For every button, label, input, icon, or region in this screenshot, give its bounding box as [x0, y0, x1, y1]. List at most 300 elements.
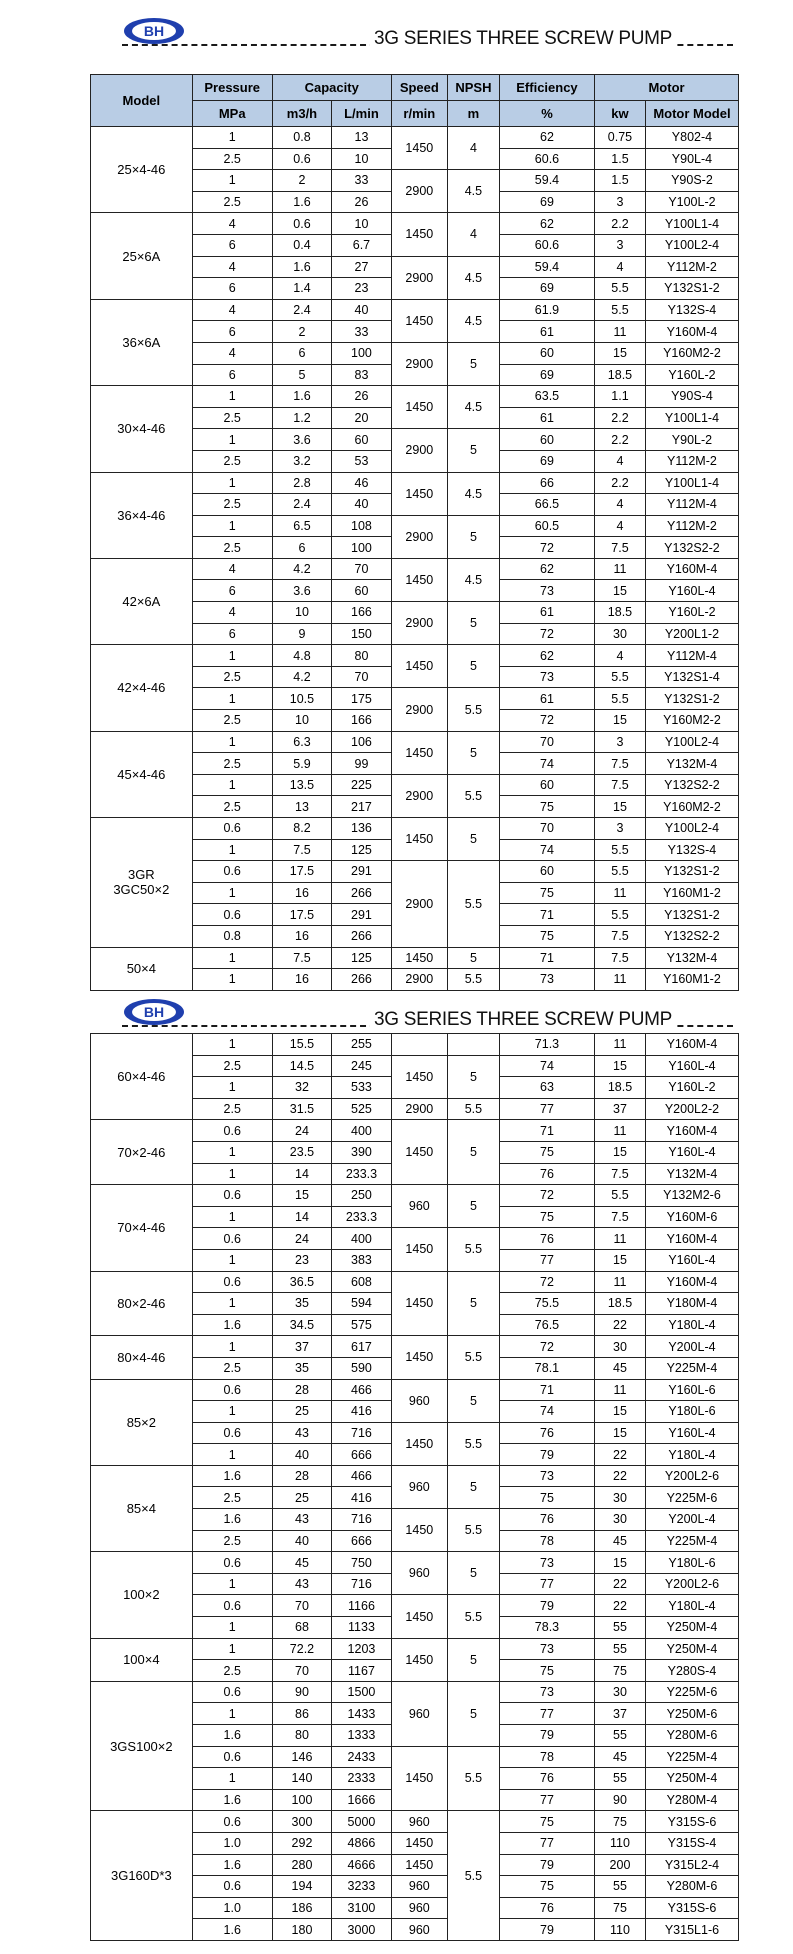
- motor-model-cell: Y180M-4: [645, 1293, 738, 1315]
- efficiency-cell: 73: [499, 1465, 594, 1487]
- capacity-m3h-cell: 32: [272, 1077, 331, 1099]
- kw-cell: 1.5: [595, 170, 646, 192]
- pressure-cell: 2.5: [192, 191, 272, 213]
- npsh-cell: 5: [447, 1638, 499, 1681]
- motor-model-cell: Y160M1-2: [645, 969, 738, 991]
- efficiency-cell: 60: [499, 774, 594, 796]
- speed-cell: 2900: [391, 602, 447, 645]
- capacity-lmin-cell: 400: [332, 1228, 391, 1250]
- capacity-m3h-cell: 17.5: [272, 861, 331, 883]
- motor-model-cell: Y100L2-4: [645, 818, 738, 840]
- pressure-cell: 6: [192, 234, 272, 256]
- pressure-cell: 1: [192, 1444, 272, 1466]
- capacity-lmin-cell: 10: [332, 213, 392, 235]
- capacity-lmin-cell: 33: [332, 321, 392, 343]
- capacity-lmin-cell: 6.7: [332, 234, 392, 256]
- pressure-cell: 1.6: [192, 1509, 272, 1531]
- table-row: [91, 1552, 739, 1574]
- efficiency-cell: 79: [499, 1444, 594, 1466]
- kw-cell: 30: [595, 1336, 646, 1358]
- speed-cell: 1450: [391, 1638, 447, 1681]
- pressure-cell: 1: [192, 1401, 272, 1423]
- motor-model-cell: Y180L-6: [645, 1552, 738, 1574]
- model-cell: 85×2: [91, 1379, 193, 1465]
- efficiency-cell: 76: [499, 1228, 594, 1250]
- capacity-lmin-cell: 106: [332, 731, 392, 753]
- motor-model-cell: Y160L-2: [645, 602, 738, 624]
- capacity-lmin-cell: 291: [332, 861, 392, 883]
- efficiency-cell: 79: [499, 1854, 594, 1876]
- kw-cell: 15: [595, 1141, 646, 1163]
- speed-cell: 960: [391, 1185, 447, 1228]
- kw-cell: 4: [595, 515, 646, 537]
- header-row-1: [91, 75, 739, 101]
- motor-model-cell: Y132M-4: [645, 753, 738, 775]
- motor-model-cell: Y132M2-6: [645, 1185, 738, 1207]
- efficiency-cell: 60.6: [499, 234, 594, 256]
- model-cell: 50×4: [91, 947, 193, 990]
- table-row: [91, 1811, 739, 1833]
- pressure-cell: 4: [192, 602, 272, 624]
- efficiency-cell: 75: [499, 1811, 594, 1833]
- capacity-lmin-cell: 594: [332, 1293, 391, 1315]
- pressure-cell: 6: [192, 278, 272, 300]
- capacity-m3h-cell: 10: [272, 710, 331, 732]
- efficiency-cell: 75: [499, 1206, 594, 1228]
- capacity-lmin-cell: 1500: [332, 1681, 391, 1703]
- kw-cell: 22: [595, 1573, 646, 1595]
- table-body-2: [91, 1034, 739, 1941]
- speed-cell: 960: [391, 1919, 447, 1941]
- efficiency-cell: 61: [499, 407, 594, 429]
- pressure-cell: 1: [192, 429, 272, 451]
- efficiency-cell: 72: [499, 537, 594, 559]
- efficiency-cell: 74: [499, 753, 594, 775]
- speed-cell: 1450: [391, 1336, 447, 1379]
- motor-model-cell: Y100L1-4: [645, 472, 738, 494]
- motor-model-cell: Y160M2-2: [645, 342, 738, 364]
- kw-cell: 5.5: [595, 1185, 646, 1207]
- capacity-m3h-cell: 292: [272, 1832, 331, 1854]
- efficiency-cell: 62: [499, 213, 594, 235]
- model-cell: 36×6A: [91, 299, 193, 385]
- kw-cell: 2.2: [595, 472, 646, 494]
- capacity-m3h-cell: 90: [272, 1681, 331, 1703]
- capacity-lmin-cell: 20: [332, 407, 392, 429]
- kw-cell: 5.5: [595, 299, 646, 321]
- pressure-cell: 0.6: [192, 1876, 272, 1898]
- kw-cell: 11: [595, 1034, 646, 1056]
- capacity-lmin-cell: 80: [332, 645, 392, 667]
- efficiency-cell: 73: [499, 666, 594, 688]
- pressure-cell: 0.6: [192, 1271, 272, 1293]
- motor-model-cell: Y280M-6: [645, 1876, 738, 1898]
- efficiency-cell: 69: [499, 191, 594, 213]
- efficiency-cell: 79: [499, 1919, 594, 1941]
- kw-cell: 110: [595, 1919, 646, 1941]
- pressure-cell: 0.6: [192, 1552, 272, 1574]
- pressure-cell: 4: [192, 299, 272, 321]
- kw-cell: 75: [595, 1660, 646, 1682]
- pressure-cell: 1.0: [192, 1897, 272, 1919]
- pressure-cell: 1: [192, 1638, 272, 1660]
- capacity-m3h-cell: 2: [272, 321, 331, 343]
- capacity-m3h-cell: 86: [272, 1703, 331, 1725]
- efficiency-cell: 78.1: [499, 1357, 594, 1379]
- capacity-m3h-cell: 0.8: [272, 127, 331, 149]
- capacity-lmin-cell: 136: [332, 818, 392, 840]
- pressure-cell: 1: [192, 1768, 272, 1790]
- npsh-cell: 5: [447, 731, 499, 774]
- npsh-cell: 5: [447, 429, 499, 472]
- unit-kw: kw: [595, 101, 646, 127]
- capacity-m3h-cell: 2: [272, 170, 331, 192]
- npsh-cell: 4: [447, 127, 499, 170]
- efficiency-cell: 59.4: [499, 256, 594, 278]
- capacity-lmin-cell: 750: [332, 1552, 391, 1574]
- speed-cell: 1450: [391, 1509, 447, 1552]
- speed-cell: 1450: [391, 645, 447, 688]
- company-logo-2: [122, 997, 186, 1027]
- efficiency-cell: 61: [499, 321, 594, 343]
- model-cell: 80×2-46: [91, 1271, 193, 1336]
- capacity-m3h-cell: 6: [272, 342, 331, 364]
- efficiency-cell: 60.6: [499, 148, 594, 170]
- kw-cell: 11: [595, 558, 646, 580]
- efficiency-cell: 61: [499, 688, 594, 710]
- capacity-m3h-cell: 40: [272, 1530, 331, 1552]
- col-speed: Speed: [391, 75, 447, 101]
- capacity-lmin-cell: 250: [332, 1185, 391, 1207]
- speed-cell: 2900: [391, 429, 447, 472]
- kw-cell: 7.5: [595, 947, 646, 969]
- efficiency-cell: 61.9: [499, 299, 594, 321]
- npsh-cell: 5: [447, 342, 499, 385]
- capacity-m3h-cell: 31.5: [272, 1098, 331, 1120]
- kw-cell: 4: [595, 256, 646, 278]
- efficiency-cell: 60.5: [499, 515, 594, 537]
- pressure-cell: 2.5: [192, 796, 272, 818]
- motor-model-cell: Y100L-2: [645, 191, 738, 213]
- pressure-cell: 0.6: [192, 1379, 272, 1401]
- capacity-m3h-cell: 45: [272, 1552, 331, 1574]
- kw-cell: 11: [595, 1271, 646, 1293]
- npsh-cell: 4.5: [447, 558, 499, 601]
- efficiency-cell: 78: [499, 1530, 594, 1552]
- pressure-cell: 2.5: [192, 1660, 272, 1682]
- capacity-m3h-cell: 14: [272, 1206, 331, 1228]
- kw-cell: 37: [595, 1703, 646, 1725]
- page-title-2: 3G SERIES THREE SCREW PUMP: [370, 1009, 676, 1031]
- speed-cell: 1450: [391, 947, 447, 969]
- motor-model-cell: Y160M-4: [645, 321, 738, 343]
- pressure-cell: 1: [192, 1163, 272, 1185]
- capacity-lmin-cell: 400: [332, 1120, 391, 1142]
- pressure-cell: 1.6: [192, 1314, 272, 1336]
- kw-cell: 1.5: [595, 148, 646, 170]
- npsh-cell: 4.5: [447, 170, 499, 213]
- kw-cell: 30: [595, 1509, 646, 1531]
- capacity-m3h-cell: 7.5: [272, 839, 331, 861]
- speed-cell: 1450: [391, 1228, 447, 1271]
- speed-cell: 1450: [391, 1422, 447, 1465]
- npsh-cell: 5.5: [447, 1811, 499, 1941]
- npsh-cell: 5.5: [447, 1422, 499, 1465]
- motor-model-cell: Y100L2-4: [645, 234, 738, 256]
- pressure-cell: 2.5: [192, 1487, 272, 1509]
- pressure-cell: 2.5: [192, 1098, 272, 1120]
- efficiency-cell: 69: [499, 364, 594, 386]
- motor-model-cell: Y132S2-2: [645, 774, 738, 796]
- efficiency-cell: 75: [499, 1487, 594, 1509]
- capacity-m3h-cell: 25: [272, 1487, 331, 1509]
- efficiency-cell: 59.4: [499, 170, 594, 192]
- table-row: [91, 213, 739, 235]
- pressure-cell: 1: [192, 472, 272, 494]
- motor-model-cell: Y200L2-2: [645, 1098, 738, 1120]
- efficiency-cell: 77: [499, 1703, 594, 1725]
- pressure-cell: 4: [192, 342, 272, 364]
- motor-model-cell: Y225M-6: [645, 1681, 738, 1703]
- pressure-cell: 1: [192, 1249, 272, 1271]
- efficiency-cell: 62: [499, 645, 594, 667]
- capacity-m3h-cell: 194: [272, 1876, 331, 1898]
- capacity-m3h-cell: 70: [272, 1660, 331, 1682]
- pressure-cell: 1: [192, 774, 272, 796]
- motor-model-cell: Y250M-4: [645, 1617, 738, 1639]
- kw-cell: 15: [595, 580, 646, 602]
- capacity-m3h-cell: 37: [272, 1336, 331, 1358]
- capacity-m3h-cell: 3.6: [272, 429, 331, 451]
- pressure-cell: 2.5: [192, 666, 272, 688]
- npsh-cell: 5: [447, 1552, 499, 1595]
- capacity-m3h-cell: 70: [272, 1595, 331, 1617]
- capacity-m3h-cell: 43: [272, 1422, 331, 1444]
- pressure-cell: 1: [192, 127, 272, 149]
- speed-cell: 1450: [391, 1595, 447, 1638]
- model-cell: 42×4-46: [91, 645, 193, 731]
- motor-model-cell: Y315S-6: [645, 1897, 738, 1919]
- pressure-cell: 1: [192, 515, 272, 537]
- kw-cell: 200: [595, 1854, 646, 1876]
- capacity-lmin-cell: 125: [332, 839, 392, 861]
- capacity-m3h-cell: 72.2: [272, 1638, 331, 1660]
- pressure-cell: 2.5: [192, 1530, 272, 1552]
- kw-cell: 15: [595, 710, 646, 732]
- motor-model-cell: Y160L-4: [645, 1249, 738, 1271]
- motor-model-cell: Y112M-2: [645, 515, 738, 537]
- capacity-m3h-cell: 4.2: [272, 666, 331, 688]
- npsh-cell: 5.5: [447, 861, 499, 947]
- capacity-m3h-cell: 6.3: [272, 731, 331, 753]
- kw-cell: 11: [595, 969, 646, 991]
- npsh-cell: 5.5: [447, 1098, 499, 1120]
- speed-cell: 2900: [391, 256, 447, 299]
- pressure-cell: 1: [192, 1141, 272, 1163]
- capacity-lmin-cell: 666: [332, 1444, 391, 1466]
- speed-cell: 1450: [391, 1832, 447, 1854]
- capacity-lmin-cell: 716: [332, 1422, 391, 1444]
- model-cell: 42×6A: [91, 558, 193, 644]
- efficiency-cell: 78: [499, 1746, 594, 1768]
- efficiency-cell: 63.5: [499, 386, 594, 408]
- kw-cell: 7.5: [595, 925, 646, 947]
- capacity-lmin-cell: 533: [332, 1077, 391, 1099]
- capacity-lmin-cell: 125: [332, 947, 392, 969]
- speed-cell: 1450: [391, 213, 447, 256]
- pressure-cell: 0.6: [192, 1681, 272, 1703]
- capacity-m3h-cell: 8.2: [272, 818, 331, 840]
- capacity-lmin-cell: 466: [332, 1379, 391, 1401]
- motor-model-cell: Y132S1-2: [645, 861, 738, 883]
- capacity-lmin-cell: 416: [332, 1487, 391, 1509]
- motor-model-cell: Y225M-6: [645, 1487, 738, 1509]
- speed-cell: 2900: [391, 861, 447, 947]
- efficiency-cell: 62: [499, 127, 594, 149]
- efficiency-cell: 74: [499, 1055, 594, 1077]
- speed-cell: 1450: [391, 558, 447, 601]
- pressure-cell: 1: [192, 839, 272, 861]
- capacity-m3h-cell: 40: [272, 1444, 331, 1466]
- kw-cell: 45: [595, 1357, 646, 1379]
- motor-model-cell: Y160L-2: [645, 1077, 738, 1099]
- pressure-cell: 2.5: [192, 148, 272, 170]
- capacity-m3h-cell: 6: [272, 537, 331, 559]
- motor-model-cell: Y200L-4: [645, 1509, 738, 1531]
- capacity-lmin-cell: 2433: [332, 1746, 391, 1768]
- pressure-cell: 1: [192, 1293, 272, 1315]
- speed-cell: 960: [391, 1897, 447, 1919]
- npsh-cell: [447, 1034, 499, 1056]
- motor-model-cell: Y132S2-2: [645, 537, 738, 559]
- motor-model-cell: Y280S-4: [645, 1660, 738, 1682]
- table-row: [91, 299, 739, 321]
- capacity-m3h-cell: 4.8: [272, 645, 331, 667]
- unit-percent: %: [499, 101, 594, 127]
- pressure-cell: 0.6: [192, 861, 272, 883]
- speed-cell: 1450: [391, 127, 447, 170]
- motor-model-cell: Y160L-4: [645, 1055, 738, 1077]
- efficiency-cell: 75.5: [499, 1293, 594, 1315]
- motor-model-cell: Y200L-4: [645, 1336, 738, 1358]
- capacity-m3h-cell: 16: [272, 925, 331, 947]
- motor-model-cell: Y200L2-6: [645, 1573, 738, 1595]
- efficiency-cell: 72: [499, 1271, 594, 1293]
- table-row: [91, 1271, 739, 1293]
- capacity-lmin-cell: 416: [332, 1401, 391, 1423]
- efficiency-cell: 70: [499, 818, 594, 840]
- capacity-lmin-cell: 2333: [332, 1768, 391, 1790]
- capacity-lmin-cell: 1166: [332, 1595, 391, 1617]
- capacity-lmin-cell: 4666: [332, 1854, 391, 1876]
- capacity-lmin-cell: 4866: [332, 1832, 391, 1854]
- speed-cell: 2900: [391, 342, 447, 385]
- capacity-m3h-cell: 1.6: [272, 191, 331, 213]
- npsh-cell: 5: [447, 1379, 499, 1422]
- efficiency-cell: 75: [499, 1141, 594, 1163]
- col-efficiency: Efficiency: [499, 75, 594, 101]
- capacity-lmin-cell: 1167: [332, 1660, 391, 1682]
- pressure-cell: 1.6: [192, 1465, 272, 1487]
- capacity-m3h-cell: 68: [272, 1617, 331, 1639]
- speed-cell: 960: [391, 1379, 447, 1422]
- kw-cell: 3: [595, 818, 646, 840]
- npsh-cell: 4.5: [447, 299, 499, 342]
- efficiency-cell: 73: [499, 580, 594, 602]
- capacity-m3h-cell: 34.5: [272, 1314, 331, 1336]
- capacity-lmin-cell: 46: [332, 472, 392, 494]
- motor-model-cell: Y225M-4: [645, 1357, 738, 1379]
- capacity-lmin-cell: 390: [332, 1141, 391, 1163]
- pressure-cell: 2.5: [192, 753, 272, 775]
- capacity-lmin-cell: 255: [332, 1034, 391, 1056]
- efficiency-cell: 72: [499, 710, 594, 732]
- model-cell: 100×4: [91, 1638, 193, 1681]
- unit-rmin: r/min: [391, 101, 447, 127]
- motor-model-cell: Y315L1-6: [645, 1919, 738, 1941]
- kw-cell: 3: [595, 234, 646, 256]
- pressure-cell: 0.6: [192, 1811, 272, 1833]
- motor-model-cell: Y160M-4: [645, 1120, 738, 1142]
- capacity-m3h-cell: 43: [272, 1573, 331, 1595]
- kw-cell: 55: [595, 1768, 646, 1790]
- motor-model-cell: Y315S-4: [645, 1832, 738, 1854]
- motor-model-cell: Y225M-4: [645, 1530, 738, 1552]
- table-row: [91, 1638, 739, 1660]
- page-header: [0, 0, 793, 60]
- capacity-lmin-cell: 3233: [332, 1876, 391, 1898]
- kw-cell: 5.5: [595, 839, 646, 861]
- kw-cell: 3: [595, 731, 646, 753]
- model-cell: 3GR 3GC50×2: [91, 818, 193, 948]
- capacity-lmin-cell: 70: [332, 558, 392, 580]
- capacity-lmin-cell: 575: [332, 1314, 391, 1336]
- pressure-cell: 1: [192, 1336, 272, 1358]
- pressure-cell: 1: [192, 645, 272, 667]
- efficiency-cell: 71: [499, 947, 594, 969]
- motor-model-cell: Y132S2-2: [645, 925, 738, 947]
- kw-cell: 11: [595, 1379, 646, 1401]
- capacity-lmin-cell: 40: [332, 494, 392, 516]
- efficiency-cell: 66: [499, 472, 594, 494]
- capacity-lmin-cell: 383: [332, 1249, 391, 1271]
- motor-model-cell: Y100L1-4: [645, 407, 738, 429]
- speed-cell: 1450: [391, 1055, 447, 1098]
- efficiency-cell: 79: [499, 1725, 594, 1747]
- kw-cell: 5.5: [595, 666, 646, 688]
- capacity-m3h-cell: 25: [272, 1401, 331, 1423]
- capacity-m3h-cell: 3.6: [272, 580, 331, 602]
- kw-cell: 11: [595, 1228, 646, 1250]
- kw-cell: 15: [595, 796, 646, 818]
- kw-cell: 5.5: [595, 904, 646, 926]
- npsh-cell: 5.5: [447, 1509, 499, 1552]
- npsh-cell: 5.5: [447, 1228, 499, 1271]
- efficiency-cell: 73: [499, 1681, 594, 1703]
- capacity-m3h-cell: 5.9: [272, 753, 331, 775]
- speed-cell: 960: [391, 1681, 447, 1746]
- kw-cell: 5.5: [595, 278, 646, 300]
- kw-cell: 22: [595, 1465, 646, 1487]
- pressure-cell: 0.6: [192, 1228, 272, 1250]
- capacity-lmin-cell: 53: [332, 450, 392, 472]
- kw-cell: 2.2: [595, 213, 646, 235]
- capacity-m3h-cell: 0.6: [272, 148, 331, 170]
- efficiency-cell: 77: [499, 1573, 594, 1595]
- pressure-cell: 0.6: [192, 1595, 272, 1617]
- pressure-cell: 6: [192, 623, 272, 645]
- efficiency-cell: 73: [499, 1552, 594, 1574]
